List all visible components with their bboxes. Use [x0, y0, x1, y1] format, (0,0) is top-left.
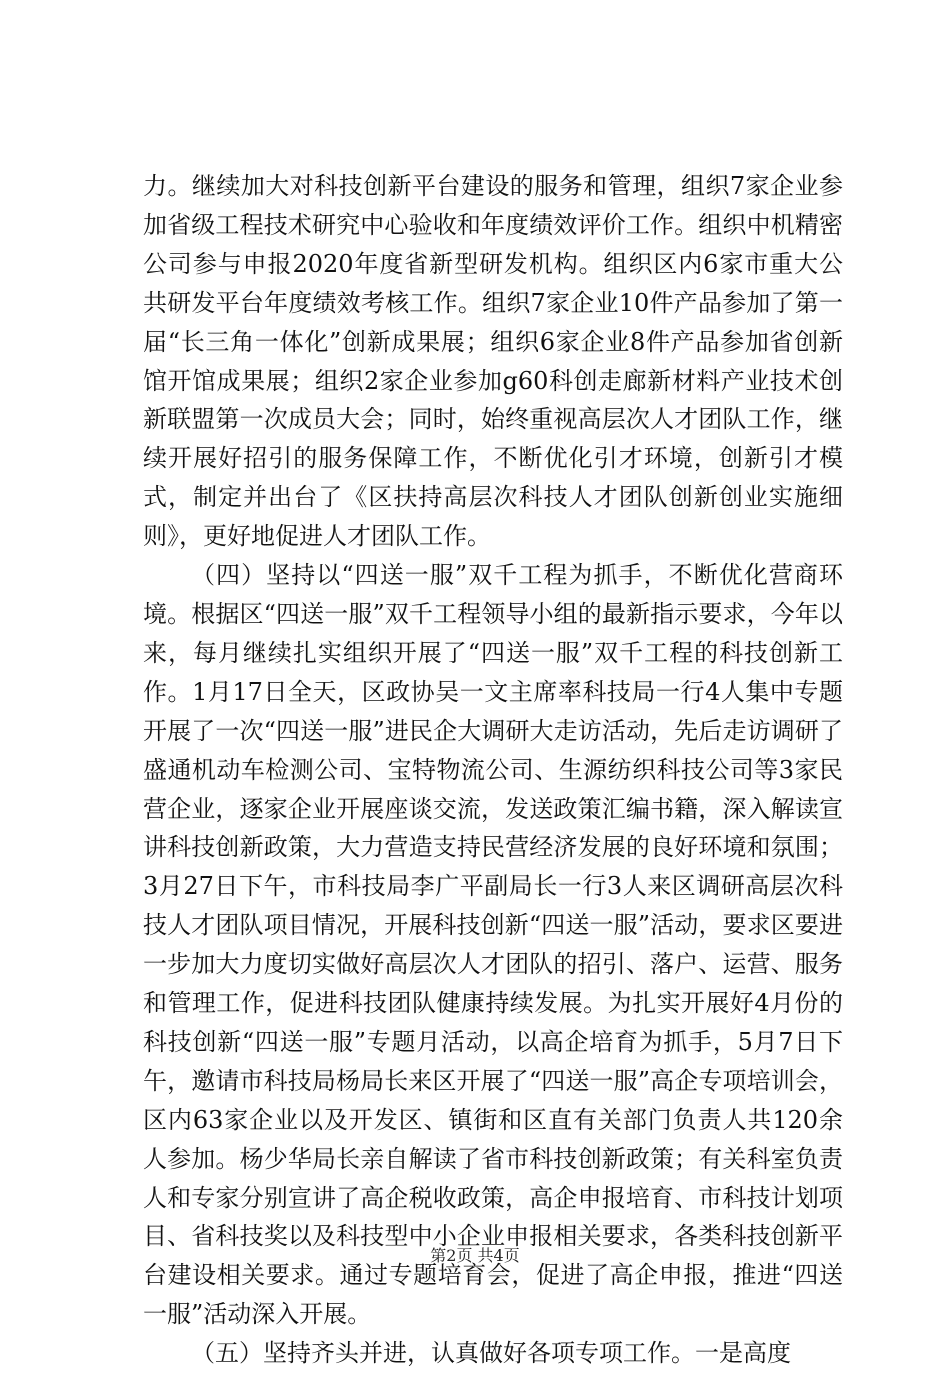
page-footer [0, 1245, 950, 1267]
paragraph-section-four: （四）坚持以“四送一服”双千工程为抓手，不断优化营商环境。根据区“四送一服”双千工程领导小组的最新指示要求，今年以来，每月继续扎实组织开展了“四送一服”双千工程的科技创新工作。1月17日全天，区政协吴一文主席率科技局一行4人集中专题开展了一次“四送一服”进民企大调研大走访活动，先后走访调研了盛通机动车检测公司、宝特物流公司、生源纺织科技公司等3家民营企业，逐家企业开展座谈交流，发送政策汇编书籍，深入解读宣讲科技创新政策，大力营造支持民营经济发展的良好环境和氛围；3月27日下午，市科技局李广平副局长一行3人来区调研高层次科技人才团队项目情况，开展科技创新“四送一服”活动，要求区要进一步加大力度切实做好高层次人才团队的招引、落户、运营、服务和管理工作，促进科技团队健康持续发展。为扎实开展好4月份的科技创新“四送一服”专题月活动，以高企培育为抓手，5月7日下午，邀请市科技局杨局长来区开展了“四送一服”高企专项培训会，区内63家企业以及开发区、镇街和区直有关部门负责人共120余人参加。杨少华局长亲自解读了省市科技创新政策；有关科室负责人和专家分别宣讲了高企税收政策，高企申报培育、市科技计划项目、省科技奖以及科技型中小企业申报相关要求，各类科技创新平台建设相关要求。通过专题培育会，促进了高企申报，推进“四送一服”活动深入开展。 [143, 561, 843, 1329]
document-body [143, 167, 843, 1373]
page-number: 第2页 共4页 [430, 1246, 520, 1265]
paragraph-continuation: 力。继续加大对科技创新平台建设的服务和管理，组织7家企业参加省级工程技术研究中心验收和年度绩效评价工作。组织中机精密公司参与申报2020年度省新型研发机构。组织区内6家市重大公共研发平台年度绩效考核工作。组织7家企业10件产品参加了第一届“长三角一体化”创新成果展；组织6家企业8件产品参加省创新馆开馆成果展；组织2家企业参加g60科创走廊新材料产业技术创新联盟第一次成员大会；同时，始终重视高层次人才团队工作，继续开展好招引的服务保障工作，不断优化引才环境，创新引才模式，制定并出台了《区扶持高层次科技人才团队创新创业实施细则》，更好地促进人才团队工作。 [143, 172, 843, 551]
paragraph-section-five: （五）坚持齐头并进，认真做好各项专项工作。一是高度 [191, 1339, 791, 1368]
